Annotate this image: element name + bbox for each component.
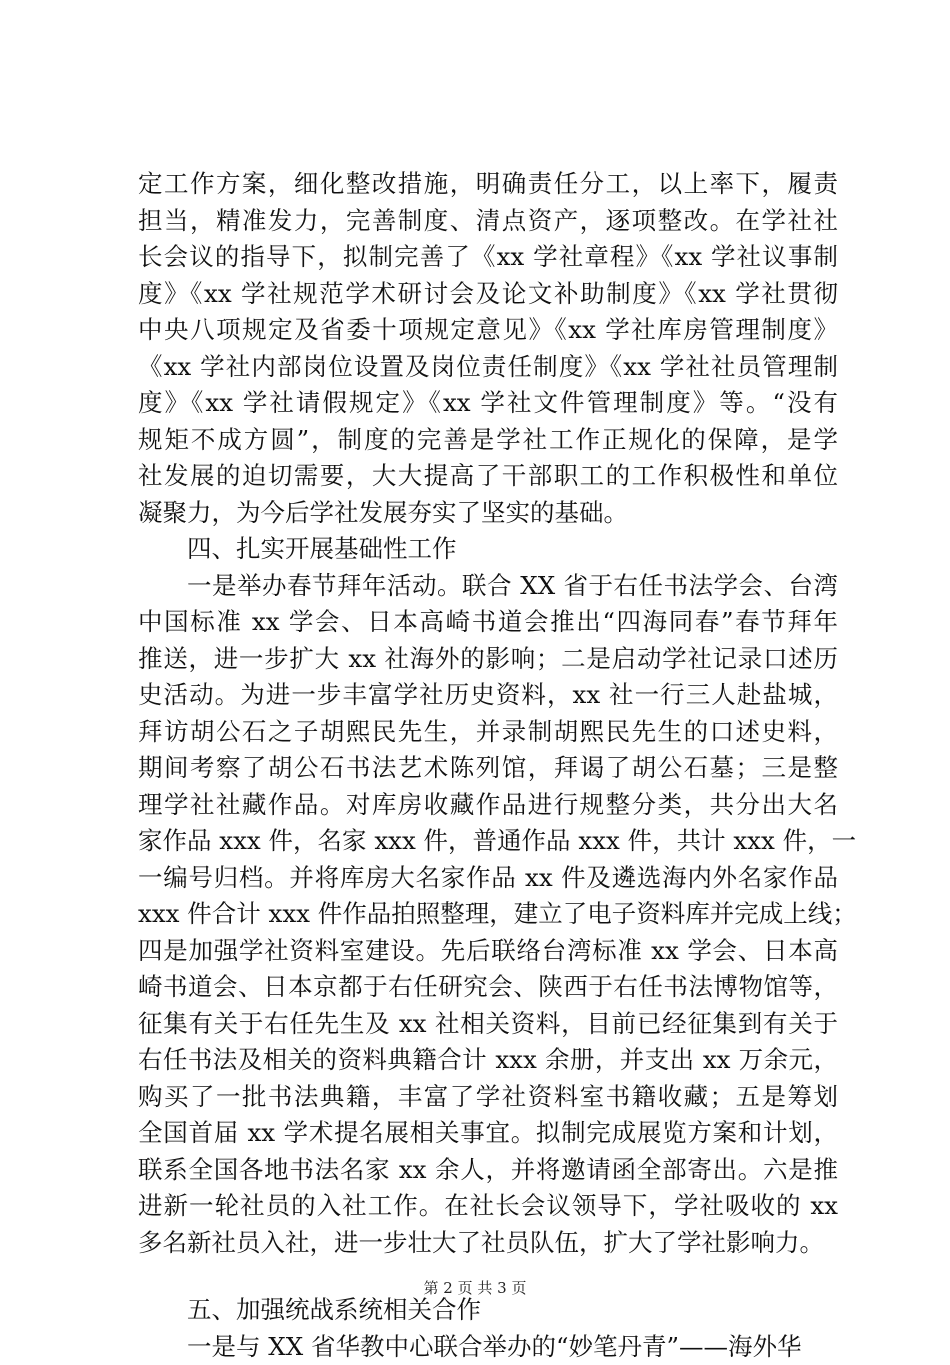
- text-line: 《xx 学社内部岗位设置及岗位责任制度》《xx 学社社员管理制: [138, 349, 838, 386]
- text-line: 多名新社员入社，进一步壮大了社员队伍，扩大了学社影响力。: [138, 1225, 838, 1262]
- text-line: 度》《xx 学社请假规定》《xx 学社文件管理制度》等。“没有: [138, 385, 838, 422]
- text-line: 四是加强学社资料室建设。先后联络台湾标准 xx 学会、日本高: [138, 933, 838, 970]
- text-line: 崎书道会、日本京都于右任研究会、陕西于右任书法博物馆等，: [138, 969, 838, 1006]
- text-line: xxx 件合计 xxx 件作品拍照整理，建立了电子资料库并完成上线；: [138, 896, 838, 933]
- text-line: 联系全国各地书法名家 xx 余人，并将邀请函全部寄出。六是推: [138, 1152, 838, 1189]
- text-line: 推送，进一步扩大 xx 社海外的影响；二是启动学社记录口述历: [138, 641, 838, 678]
- text-line: 规矩不成方圆”，制度的完善是学社工作正规化的保障，是学: [138, 422, 838, 459]
- text-line: 全国首届 xx 学术提名展相关事宜。拟制完成展览方案和计划，: [138, 1115, 838, 1152]
- text-line: 一是举办春节拜年活动。联合 XX 省于右任书法学会、台湾: [138, 568, 838, 605]
- text-line: 度》《xx 学社规范学术研讨会及论文补助制度》《xx 学社贯彻: [138, 276, 838, 313]
- text-line: 中央八项规定及省委十项规定意见》《xx 学社库房管理制度》: [138, 312, 838, 349]
- text-line: 长会议的指导下，拟制完善了《xx 学社章程》《xx 学社议事制: [138, 239, 838, 276]
- text-line: 右任书法及相关的资料典籍合计 xxx 余册，并支出 xx 万余元，: [138, 1042, 838, 1079]
- text-line: 拜访胡公石之子胡熙民先生，并录制胡熙民先生的口述史料，: [138, 714, 838, 751]
- section-heading: 五、加强统战系统相关合作: [138, 1292, 838, 1329]
- text-line: 凝聚力，为今后学社发展夯实了坚实的基础。: [138, 495, 838, 532]
- text-line: 定工作方案，细化整改措施，明确责任分工，以上率下，履责: [138, 166, 838, 203]
- text-line: 担当，精准发力，完善制度、清点资产，逐项整改。在学社社: [138, 203, 838, 240]
- text-line: 史活动。为进一步丰富学社历史资料，xx 社一行三人赴盐城，: [138, 677, 838, 714]
- body-text: [138, 166, 838, 1365]
- text-line: 进新一轮社员的入社工作。在社长会议领导下，学社吸收的 xx: [138, 1188, 838, 1225]
- text-line: 一编号归档。并将库房大名家作品 xx 件及遴选海内外名家作品: [138, 860, 838, 897]
- text-line: 购买了一批书法典籍，丰富了学社资料室书籍收藏；五是筹划: [138, 1079, 838, 1116]
- text-line: 理学社社藏作品。对库房收藏作品进行规整分类，共分出大名: [138, 787, 838, 824]
- section-heading: 四、扎实开展基础性工作: [138, 531, 838, 568]
- page-footer: 第 2 页 共 3 页: [0, 1278, 950, 1298]
- text-line: 社发展的迫切需要，大大提高了干部职工的工作积极性和单位: [138, 458, 838, 495]
- text-line: 征集有关于右任先生及 xx 社相关资料，目前已经征集到有关于: [138, 1006, 838, 1043]
- text-line: 期间考察了胡公石书法艺术陈列馆，拜谒了胡公石墓；三是整: [138, 750, 838, 787]
- text-line: 一是与 XX 省华教中心联合举办的“妙笔丹青”——海外华: [138, 1329, 838, 1365]
- text-line: 中国标准 xx 学会、日本高崎书道会推出“四海同春”春节拜年: [138, 604, 838, 641]
- text-line: 家作品 xxx 件，名家 xxx 件，普通作品 xxx 件，共计 xxx 件，一: [138, 823, 838, 860]
